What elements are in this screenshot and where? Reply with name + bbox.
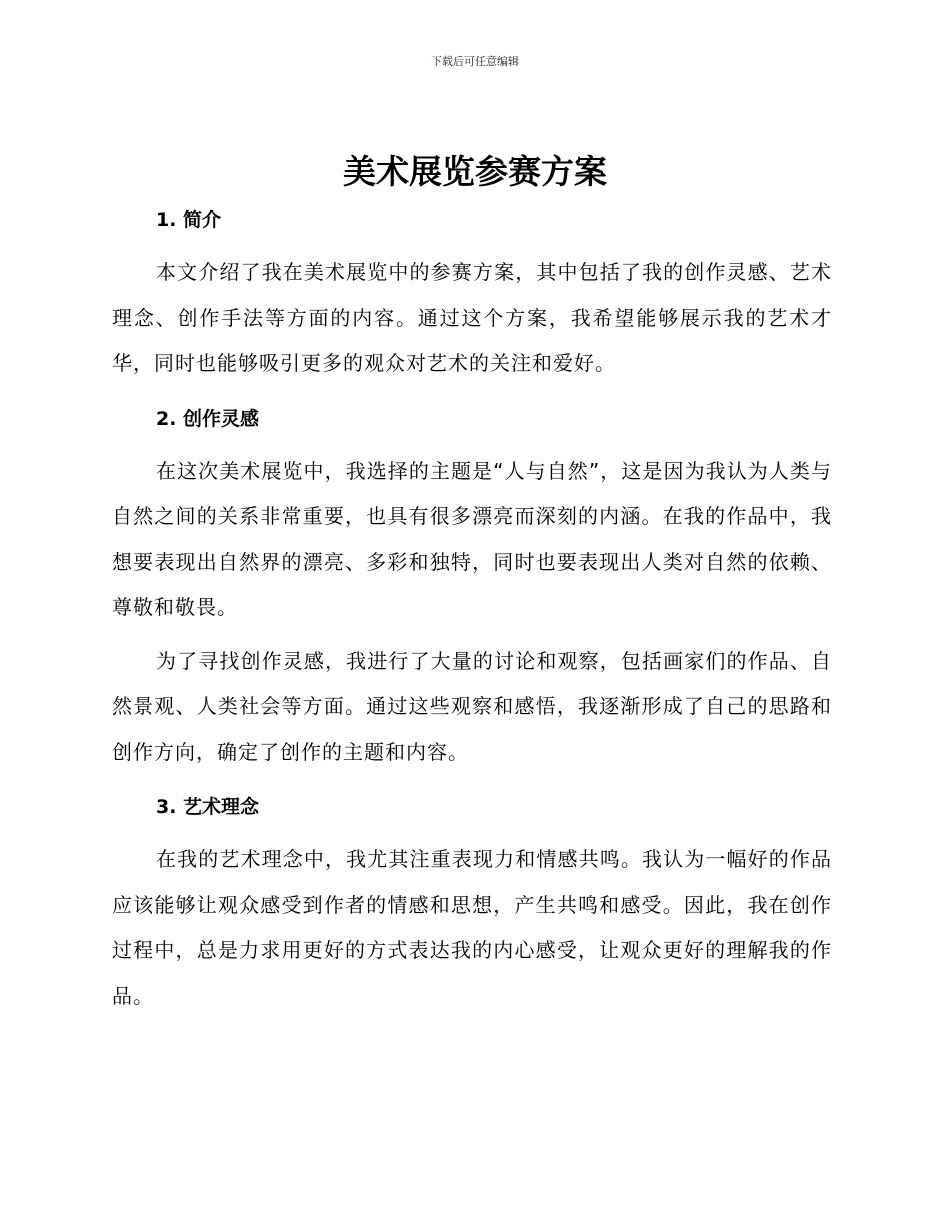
section-heading-intro: 1. 简介 — [156, 209, 222, 231]
section-heading-art-concept: 3. 艺术理念 — [156, 796, 260, 818]
page-header-note: 下载后可任意编辑 — [431, 55, 519, 68]
intro-paragraph: 本文介绍了我在美术展览中的参赛方案，其中包括了我的创作灵感、艺术理念、创作手法等方面的内容。通过这个方案，我希望能够展示我的艺术才华，同时也能够吸引更多的观众对艺术的关注和爱好。 — [112, 260, 832, 375]
document-title: 美术展览参赛方案 — [343, 152, 607, 191]
inspiration-paragraph-2: 为了寻找创作灵感，我进行了大量的讨论和观察，包括画家们的作品、自然景观、人类社会等方面。通过这些观察和感悟，我逐渐形成了自己的思路和创作方向，确定了创作的主题和内容。 — [112, 648, 832, 764]
section-heading-inspiration: 2. 创作灵感 — [156, 407, 260, 430]
document-body — [112, 205, 832, 1019]
inspiration-paragraph-1: 在这次美术展览中，我选择的主题是“人与自然”，这是因为我认为人类与自然之间的关系非常重要，也具有很多漂亮而深刻的内涵。在我的作品中，我想要表现出自然界的漂亮、多彩和独特，同时也要表现出人类对自然的依赖、尊敬和敬畏。 — [112, 458, 832, 619]
art-concept-paragraph: 在我的艺术理念中，我尤其注重表现力和情感共鸣。我认为一幅好的作品应该能够让观众感受到作者的情感和思想，产生共鸣和感受。因此，我在创作过程中，总是力求用更好的方式表达我的内心感受，让观众更好的理解我的作品。 — [112, 847, 832, 1008]
